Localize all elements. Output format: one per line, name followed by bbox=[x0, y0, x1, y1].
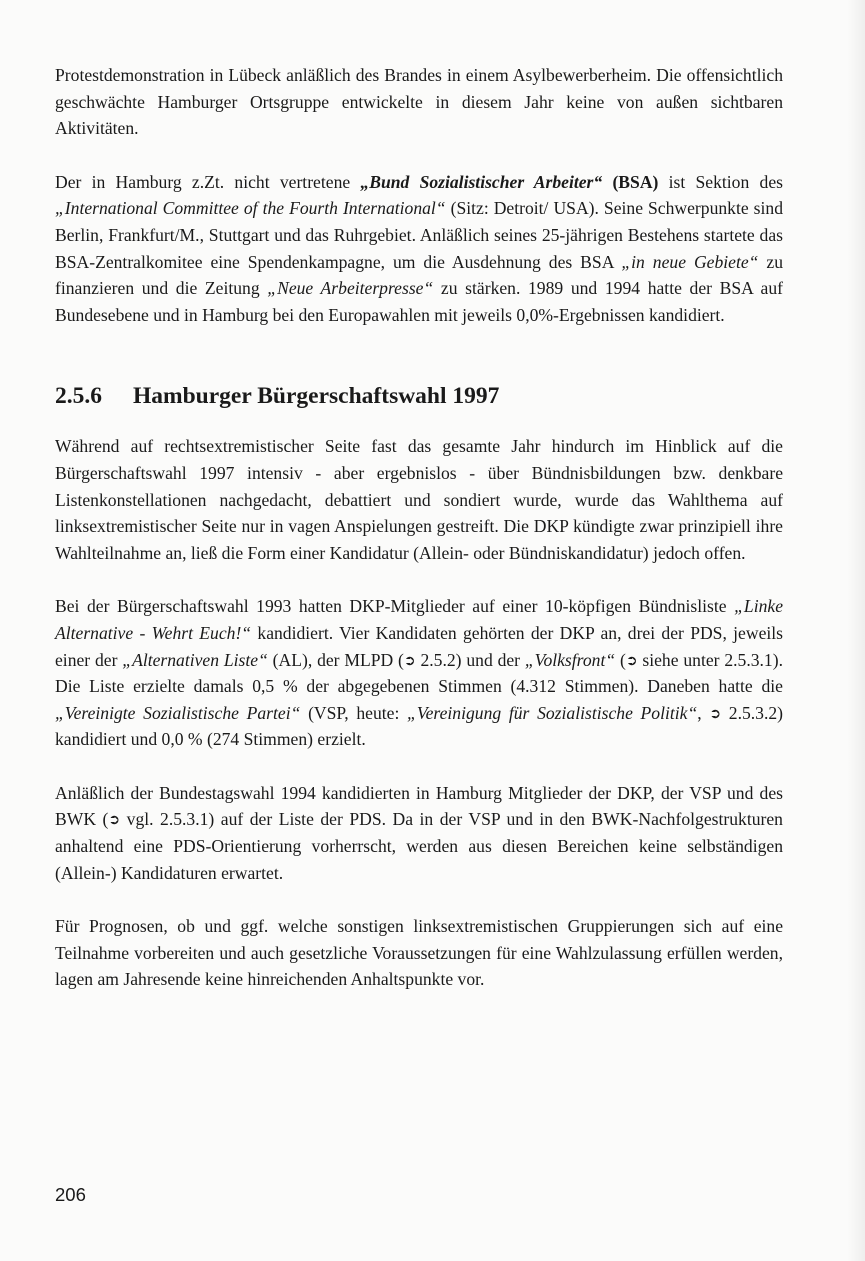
paragraph-election-1994 bbox=[55, 780, 783, 886]
text-run: zu finanzieren und die Zeitung bbox=[55, 251, 784, 299]
text-run: ist Sektion des bbox=[658, 171, 783, 192]
text-run: Anläßlich der Bundestagswahl 1994 kandidierten in Hamburg Mitglieder der DKP, der VSP und des BWK ( bbox=[55, 782, 783, 830]
text-run: ) und der bbox=[455, 649, 525, 670]
text-run: (VSP, heute: bbox=[300, 702, 408, 723]
text-run: ) auf der Liste der PDS. Da in der VSP und in den BWK-Nachfolgestrukturen anhaltend eine PDS-Orientierung vorherrscht, werden aus diesen Bereichen keine selbständigen (Allein-) Kandidaturen erwartet. bbox=[55, 809, 783, 883]
cross-reference: vgl. 2.5.3.1 bbox=[126, 809, 209, 830]
newspaper-name: „Neue Arbeiterpresse“ bbox=[267, 278, 434, 299]
text-run: , bbox=[697, 702, 710, 723]
right-arrow-reference-icon: ➲ bbox=[108, 812, 121, 829]
section-number: 2.5.6 bbox=[55, 383, 102, 410]
cross-reference: siehe unter 2.5.3.1 bbox=[642, 649, 773, 670]
paragraph-election-overview: Während auf rechtsextremistischer Seite fast das gesamte Jahr hindurch im Hinblick auf die Bürgerschaftswahl 1997 intensiv - aber ergebnislos - über Bündnisbildungen bzw. denkbare Listenkonstellationen nachgedacht, debattiert und sondiert wurde, wurde das Wahlthema auf linksextremistischer Seite nur in vagen Anspielungen gestreift. Die DKP kündigte zwar prinzipiell ihre Wahlteilnahme an, ließ die Form einer Kandidatur (Allein- oder Bündniskandidatur) jedoch offen. bbox=[55, 436, 783, 563]
bsa-name: „Bund Sozialistischer Arbeiter“ bbox=[360, 171, 603, 192]
text-run: ) kandidiert und 0,0 % (274 Stimmen) erzielt. bbox=[55, 702, 784, 750]
party-name-al: „Alternativen Liste“ bbox=[122, 649, 268, 670]
text-run: zu stärken. 1989 und 1994 hatte der BSA auf Bundesebene und in Hamburg bei den Europawahlen mit jeweils 0,0%-Ergebnissen kandidiert. bbox=[55, 278, 783, 325]
paragraph-bsa-intro: Protestdemonstration in Lübeck anläßlich des Brandes in einem Asylbewerberheim. Die offensichtlich geschwächte Hamburger Ortsgruppe entwickelte in diesem Jahr keine von außen sichtbaren Aktivitäten. bbox=[55, 65, 783, 139]
section-title: Hamburger Bürgerschaftswahl 1997 bbox=[133, 383, 500, 410]
cross-reference: 2.5.2 bbox=[420, 649, 456, 670]
text-run: Bei der Bürgerschaftswahl 1993 hatten DKP-Mitglieder auf einer 10-köpfigen Bündnisliste bbox=[55, 596, 735, 617]
bsa-abbreviation: (BSA) bbox=[612, 171, 659, 192]
text-run: (AL), der MLPD ( bbox=[267, 649, 404, 670]
text-run: Der in Hamburg z.Zt. nicht vertretene bbox=[55, 171, 361, 192]
cross-reference: 2.5.3.2 bbox=[728, 702, 778, 723]
party-name-volksfront: „Volksfront“ bbox=[524, 649, 616, 670]
paragraph-prognosis: Für Prognosen, ob und ggf. welche sonstigen linksextremistischen Gruppierungen sich auf eine Teilnahme vorbereiten und auch gesetzliche Voraussetzungen für eine Wahlzulassung erfüllen werden, lagen am Jahresende keine hinreichenden Anhaltspunkte vor. bbox=[55, 916, 783, 990]
text-run: (Sitz: Detroit/ USA). Seine Schwerpunkte sind Berlin, Frankfurt/M., Stuttgart und das Ruhrgebiet. Anläßlich seines 25-jährigen Bestehens startete das BSA-Zentralkomitee eine Spendenkampagne, um die Ausdehnung des BSA bbox=[55, 198, 783, 272]
party-name-vsp-new: „Vereinigung für Sozialistische Politik“ bbox=[407, 702, 698, 723]
text-run: ( bbox=[615, 649, 626, 670]
right-arrow-reference-icon: ➲ bbox=[403, 652, 416, 669]
quote-neue-gebiete: „in neue Gebiete“ bbox=[621, 251, 759, 272]
section-heading bbox=[55, 381, 783, 411]
icfi-name: „International Committee of the Fourth International“ bbox=[55, 198, 446, 219]
list-name-linke-alternative: „Linke Alternative - Wehrt Euch!“ bbox=[55, 596, 783, 643]
page-number: 206 bbox=[55, 1184, 86, 1205]
page-edge-shadow bbox=[847, 0, 865, 1261]
paragraph-bsa bbox=[55, 169, 783, 329]
text-run: kandidiert. Vier Kandidaten gehörten der DKP an, drei der PDS, jeweils einer der bbox=[55, 622, 783, 670]
text-run: ). Die Liste erzielte damals 0,5 % der abgegebenen Stimmen (4.312 Stimmen). Daneben hatte die bbox=[55, 649, 783, 697]
party-name-vsp: „Vereinigte Sozialistische Partei“ bbox=[55, 702, 301, 723]
right-arrow-reference-icon: ➲ bbox=[625, 652, 638, 669]
paragraph-election-1993 bbox=[55, 593, 783, 753]
text-run bbox=[602, 172, 612, 192]
right-arrow-reference-icon: ➲ bbox=[709, 705, 722, 722]
document-page bbox=[55, 62, 783, 993]
